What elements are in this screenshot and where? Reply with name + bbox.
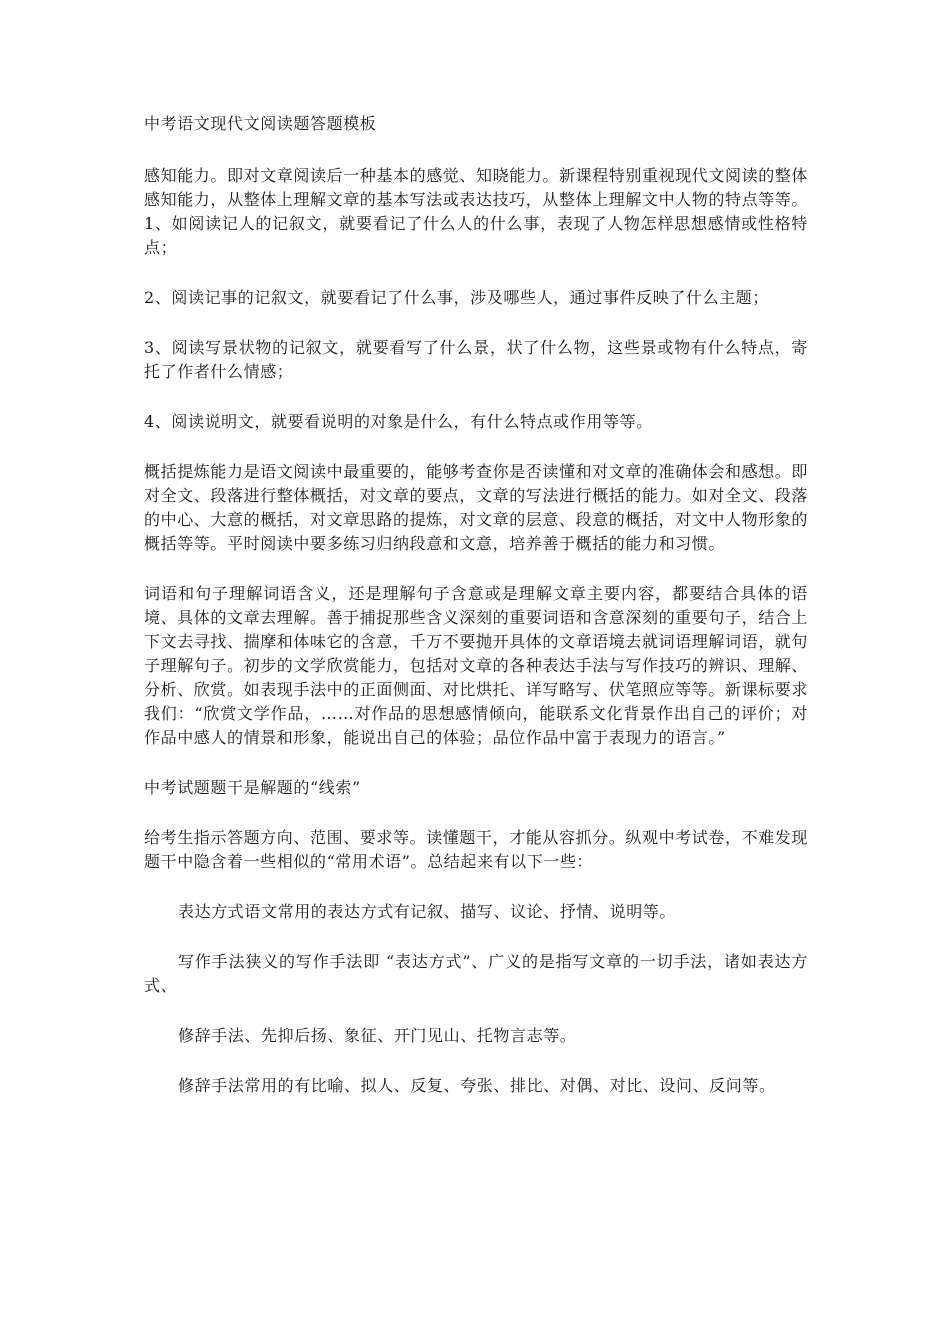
paragraph-expression-methods: 表达方式语文常用的表达方式有记叙、描写、议论、抒情、说明等。 [178,902,677,921]
paragraph-narrative-events: 2、阅读记事的记叙文，就要看记了什么事，涉及哪些人，通过事件反映了什么主题； [144,288,769,307]
paragraph-narrative-scenery: 3、阅读写景状物的记叙文，就要看写了什么景，状了什么物，这些景或物有什么特点，寄托了作者什么情感； [144,338,808,381]
paragraph-expository: 4、阅读说明文，就要看说明的对象是什么，有什么特点或作用等等。 [144,412,653,431]
paragraph-words-sentences: 词语和句子理解词语含义，还是理解句子含意或是理解文章主要内容，都要结合具体的语境、具体的文章去理解。善于捕捉那些含义深刻的重要词语和含意深刻的重要句子，结合上下文去寻找、揣摩和体味它的含意，千万不要抛开具体的文章语境去就词语理解词语，就句子理解句子。初步的文学欣赏能力，包括对文章的各种表达手法与写作技巧的辨识、理解、分析、欣赏。如表现手法中的正面侧面、对比烘托、详写略写、伏笔照应等等。新课标要求我们：“欣赏文学作品，……对作品的思想感情倾向，能联系文化背景作出自己的评价；对作品中感人的情景和形象，能说出自己的体验；品位作品中富于表现力的语言。” [144,584,809,747]
document-title: 中考语文现代文阅读题答题模板 [144,114,377,133]
paragraph-rhetoric-devices: 修辞手法常用的有比喻、拟人、反复、夸张、排比、对偶、对比、设问、反问等。 [178,1076,776,1095]
paragraph-writing-techniques: 写作手法狭义的写作手法即 “表达方式”、广义的是指写文章的一切手法，诸如表达方式、 [144,952,808,995]
document-page [144,112,808,1124]
paragraph-summarizing: 概括提炼能力是语文阅读中最重要的，能够考查你是否读懂和对文章的准确体会和感想。即对全文、段落进行整体概括，对文章的要点，文章的写法进行概括的能力。如对全文、段落的中心、大意的概括，对文章思路的提炼，对文章的层意、段意的概括，对文中人物形象的概括等等。平时阅读中要多练习归纳段意和文意，培养善于概括的能力和习惯。 [144,462,809,553]
section-heading-clues: 中考试题题干是解题的“线索” [144,778,361,797]
paragraph-perception: 感知能力。即对文章阅读后一种基本的感觉、知晓能力。新课程特别重视现代文阅读的整体感知能力，从整体上理解文章的基本写法或表达技巧，从整体上理解文中人物的特点等等。1、如阅读记人的记叙文，就要看记了什么人的什么事，表现了人物怎样思想感情或性格特点； [144,166,809,257]
paragraph-rhetoric-list: 修辞手法、先抑后扬、象征、开门见山、托物言志等。 [178,1026,577,1045]
paragraph-common-terms: 给考生指示答题方向、范围、要求等。读懂题干，才能从容抓分。纵观中考试卷，不难发现题干中隐含着一些相似的“常用术语”。总结起来有以下一些： [144,828,809,871]
